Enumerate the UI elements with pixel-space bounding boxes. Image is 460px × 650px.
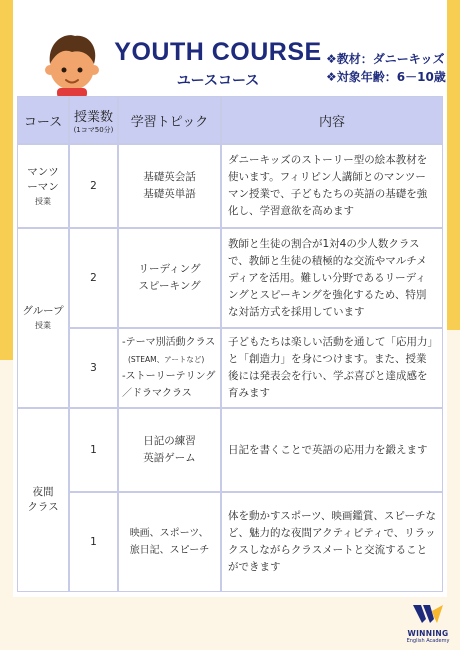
header-lessons: 授業数 (1コマ50分) xyxy=(69,96,118,144)
age-info: ❖対象年齢：6－10歳 xyxy=(326,70,446,84)
topic-cell-2: リーディング スピーキング xyxy=(118,228,221,328)
course-cell-2: グループ 授業 xyxy=(17,228,69,408)
content-cell-1: ダニーキッズのストーリー型の絵本教材を使います。フィリピン人講師とのマンツーマン授業で、子どもたちの英語の基礎を強化し、学習意欲を高めます xyxy=(221,144,443,228)
winning-w-icon xyxy=(411,603,445,625)
course-card xyxy=(13,0,447,597)
topic-cell-4: 日記の練習 英語ゲーム xyxy=(118,408,221,492)
header-course: コース xyxy=(17,96,69,144)
header-topic: 学習トピック xyxy=(118,96,221,144)
course-cell-1: マンツーマン 授業 xyxy=(17,144,69,228)
course-cell-4: 夜間 クラス xyxy=(17,408,69,592)
lessons-cell-5: 1 xyxy=(69,492,118,592)
lessons-cell-2: 2 xyxy=(69,228,118,328)
topic-cell-5: 映画、スポーツ、 旅日記、スピーチ xyxy=(118,492,221,592)
logo-name: WINNING xyxy=(407,629,449,638)
topic-cell-1: 基礎英会話 基礎英単語 xyxy=(118,144,221,228)
header-content: 内容 xyxy=(221,96,443,144)
lessons-cell-4: 1 xyxy=(69,408,118,492)
material-info: ❖教材：ダニーキッズ xyxy=(326,52,445,66)
page-title: YOUTH COURSE xyxy=(114,38,322,66)
page-subtitle: ユースコース xyxy=(176,73,260,89)
winning-logo xyxy=(405,603,451,645)
content-cell-3: 子どもたちは楽しい活動を通して「応用力」と「創造力」を身につけます。また、授業後には発表会を行い、学ぶ喜びと達成感を育みます xyxy=(221,328,443,408)
content-cell-5: 体を動かすスポーツ、映画鑑賞、スピーチなど、魅力的な夜間アクティビティで、リラックスしながらクラスメートと交流することができます xyxy=(221,492,443,592)
content-cell-2: 教師と生徒の割合が1対4の少人数クラスで、教師と生徒の積極的な交流やマルチメディアを活用。難しい分野であるリーディングとスピーキングを強化するため、特別な対話方式を採用しています xyxy=(221,228,443,328)
child-avatar-icon xyxy=(37,28,107,98)
lessons-cell-3: 3 xyxy=(69,328,118,408)
topic-cell-3: -テーマ別活動クラス (STEAM、アートなど) -ストーリーテリング／ドラマクラス xyxy=(118,328,221,408)
course-info xyxy=(326,50,446,86)
lessons-cell-1: 2 xyxy=(69,144,118,228)
logo-subtitle: English Academy xyxy=(406,638,450,644)
content-cell-4: 日記を書くことで英語の応用力を鍛えます xyxy=(221,408,443,492)
